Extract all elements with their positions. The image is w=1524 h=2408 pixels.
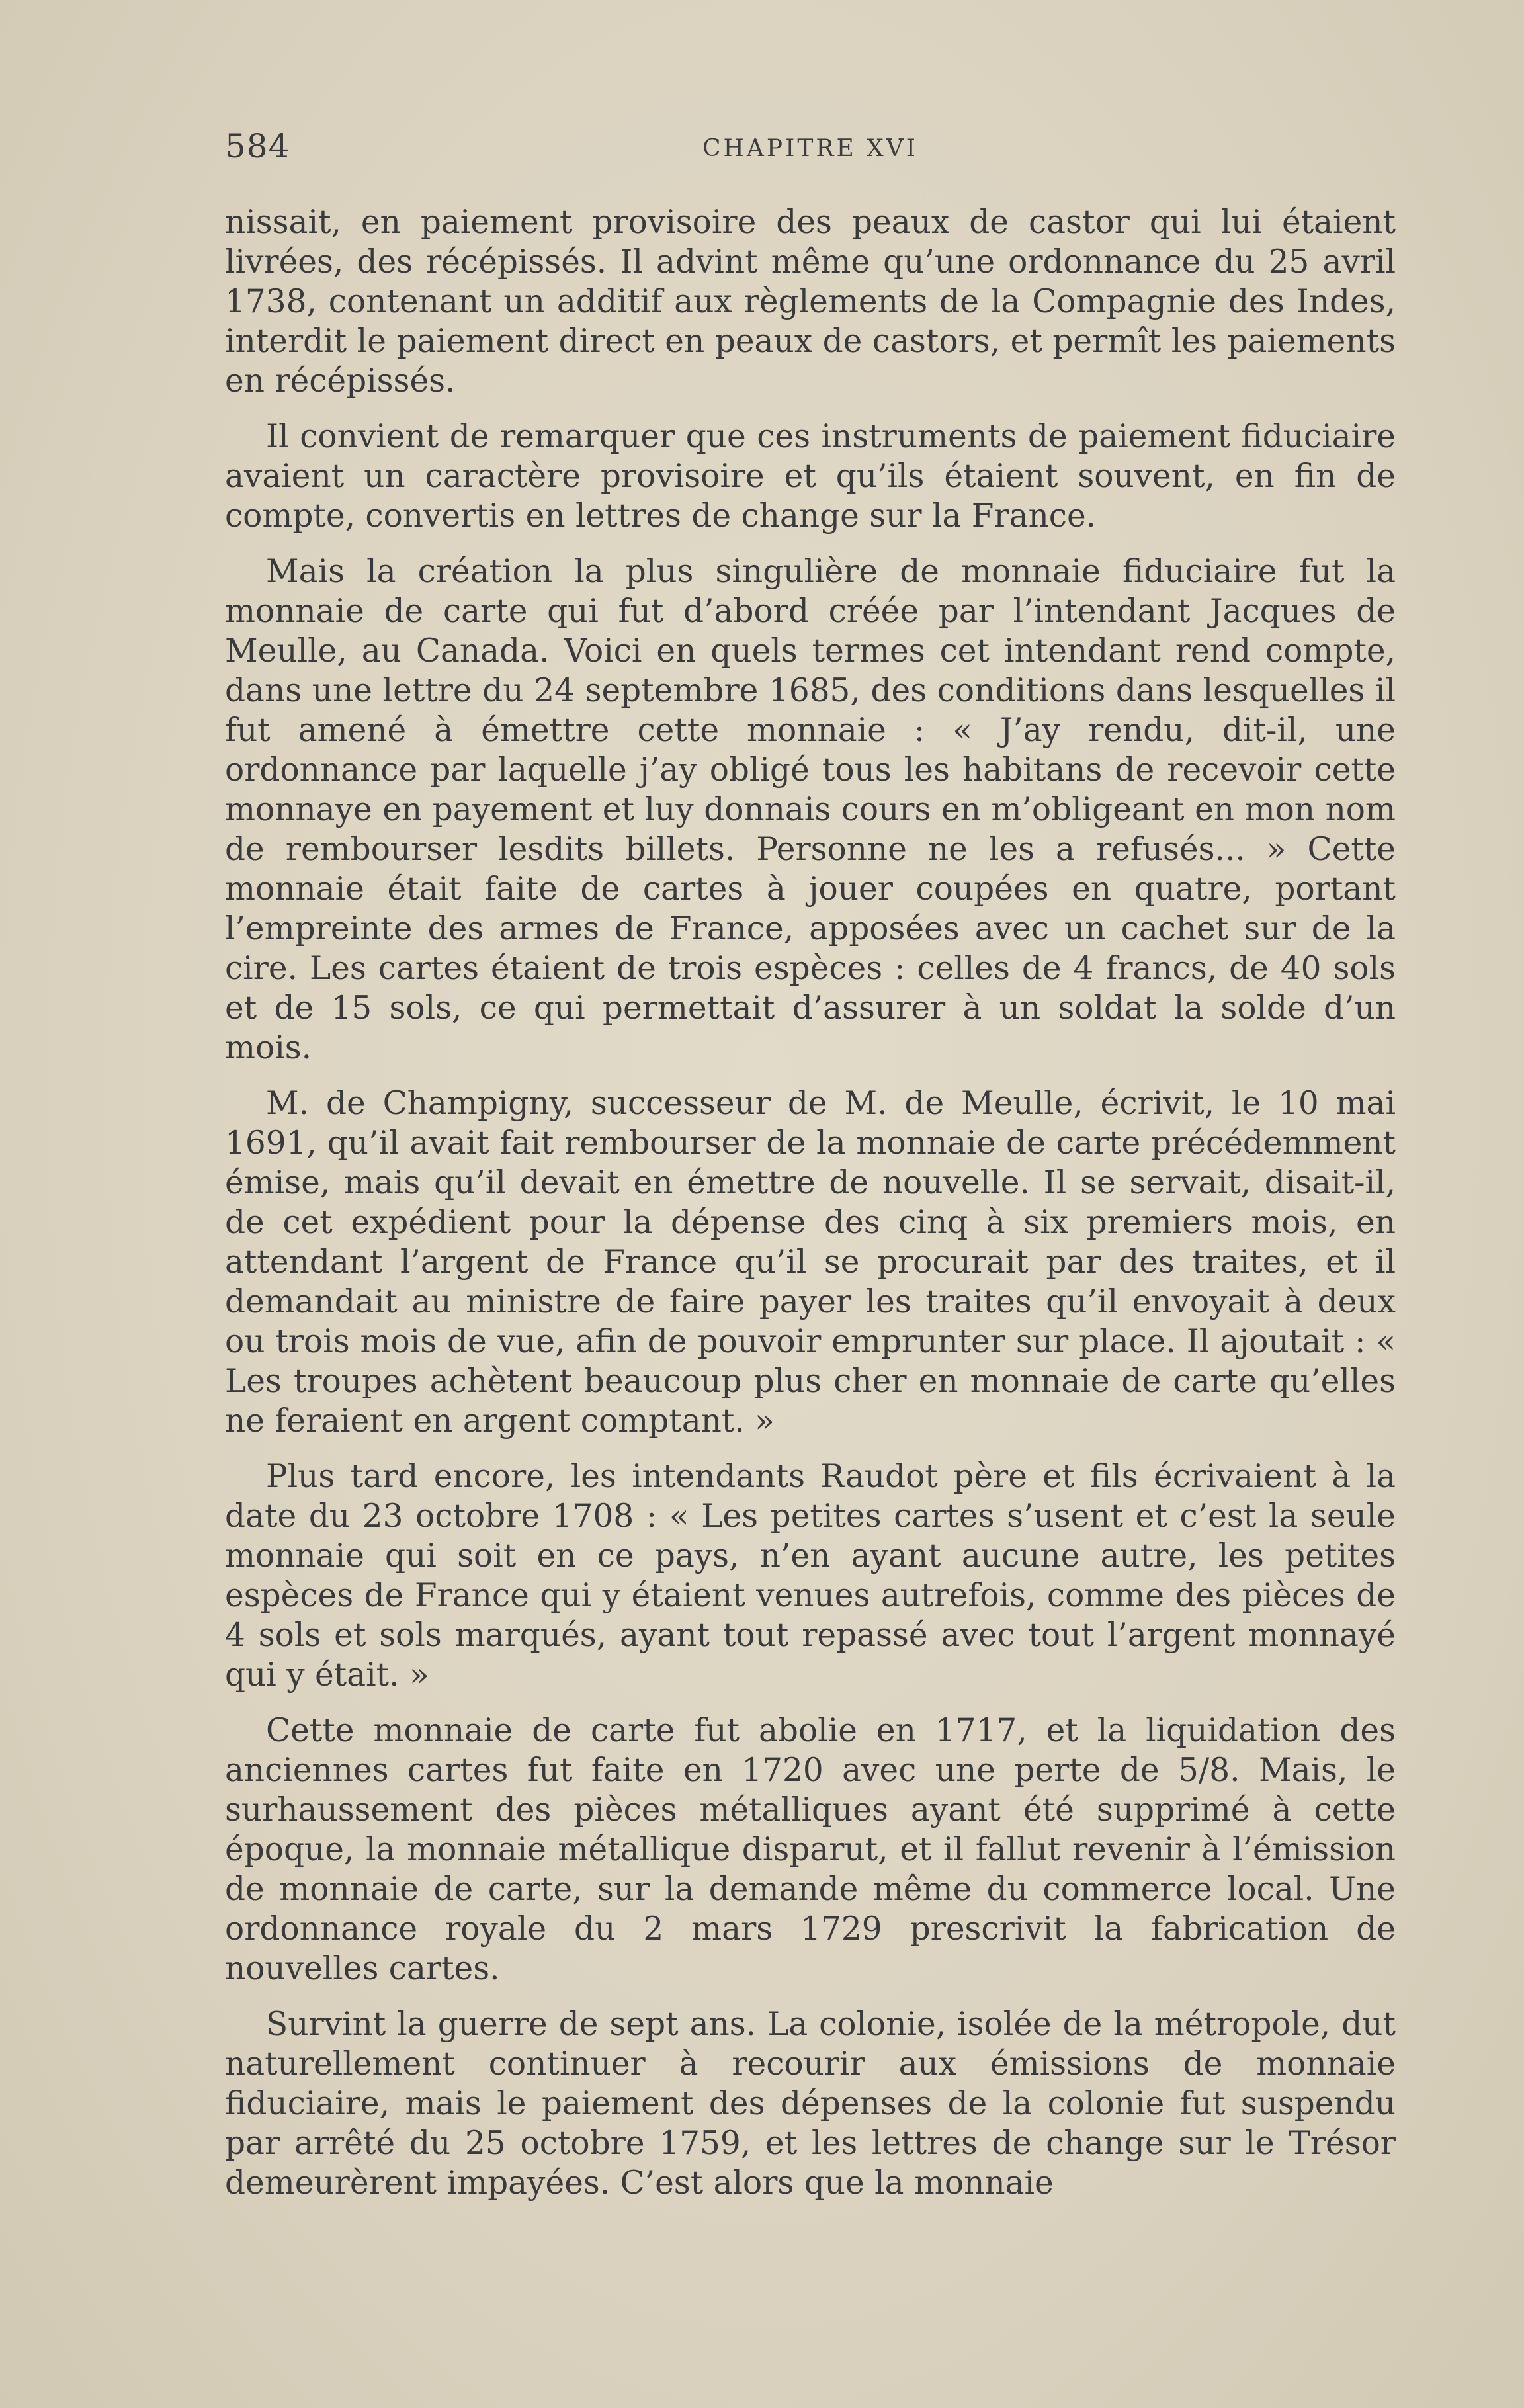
page-number: 584 xyxy=(225,127,290,165)
paragraph: Survint la guerre de sept ans. La colonie, isolée de la métropole, dut naturellement continuer à recourir aux émissions de monnaie fiduciaire, mais le paiement des dépenses de la colonie fut suspendu par arrêté du 25 octobre 1759, et les lettres de change sur le Trésor demeurèrent impayées. C’est alors que la monnaie xyxy=(225,2006,1396,2202)
paragraph: Cette monnaie de carte fut abolie en 1717, et la liquidation des anciennes cartes fut faite en 1720 avec une perte de 5/8. Mais, le surhaussement des pièces métalliques ayant été supprimé à cette époque, la monnaie métallique disparut, et il fallut revenir à l’émission de monnaie de carte, sur la demande même du commerce local. Une ordonnance royale du 2 mars 1729 prescrivit la fabrication de nouvelles cartes. xyxy=(225,1712,1396,1987)
paragraph-continuation: nissait, en paiement provisoire des peaux de castor qui lui étaient livrées, des récépissés. Il advint même qu’une ordonnance du 25 avril 1738, contenant un additif aux règlements de la Compagnie des Indes, interdit le paiement direct en peaux de castors, et permît les paiements en récépissés. xyxy=(225,204,1396,400)
page-header xyxy=(225,127,1396,180)
body-text xyxy=(225,202,1396,2219)
paragraph: Il convient de remarquer que ces instruments de paiement fiduciaire avaient un caractère provisoire et qu’ils étaient souvent, en fin de compte, convertis en lettres de change sur la France. xyxy=(225,418,1396,535)
paragraph: Plus tard encore, les intendants Raudot père et fils écrivaient à la date du 23 octobre 1708 : « Les petites cartes s’usent et c’est la seule monnaie qui soit en ce pays, n’en ayant aucune autre, les petites espèces de France qui y étaient venues autrefois, comme des pièces de 4 sols et sols marqués, ayant tout repassé avec tout l’argent monnayé qui y était. » xyxy=(225,1458,1396,1694)
paragraph: Mais la création la plus singulière de monnaie fiduciaire fut la monnaie de carte qui fut d’abord créée par l’intendant Jacques de Meulle, au Canada. Voici en quels termes cet intendant rend compte, dans une lettre du 24 septembre 1685, des conditions dans lesquelles il fut amené à émettre cette monnaie : « J’ay rendu, dit-il, une ordonnance par laquelle j’ay obligé tous les habitans de recevoir cette monnaye en payement et luy donnais cours en m’obligeant en mon nom de rembourser lesdits billets. Personne ne les a refusés... » Cette monnaie était faite de cartes à jouer coupées en quatre, portant l’empreinte des armes de France, apposées avec un cachet sur de la cire. Les cartes étaient de trois espèces : celles de 4 francs, de 40 sols et de 15 sols, ce qui permettait d’assurer à un soldat la solde d’un mois. xyxy=(225,553,1396,1066)
paragraph: M. de Champigny, successeur de M. de Meulle, écrivit, le 10 mai 1691, qu’il avait fait rembourser de la monnaie de carte précédemment émise, mais qu’il devait en émettre de nouvelle. Il se servait, disait-il, de cet expédient pour la dépense des cinq à six premiers mois, en attendant l’argent de France qu’il se procurait par des traites, et il demandait au ministre de faire payer les traites qu’il envoyait à deux ou trois mois de vue, afin de pouvoir emprunter sur place. Il ajoutait : « Les troupes achètent beaucoup plus cher en monnaie de carte qu’elles ne feraient en argent comptant. » xyxy=(225,1085,1396,1440)
chapter-title: CHAPITRE XVI xyxy=(702,135,919,162)
